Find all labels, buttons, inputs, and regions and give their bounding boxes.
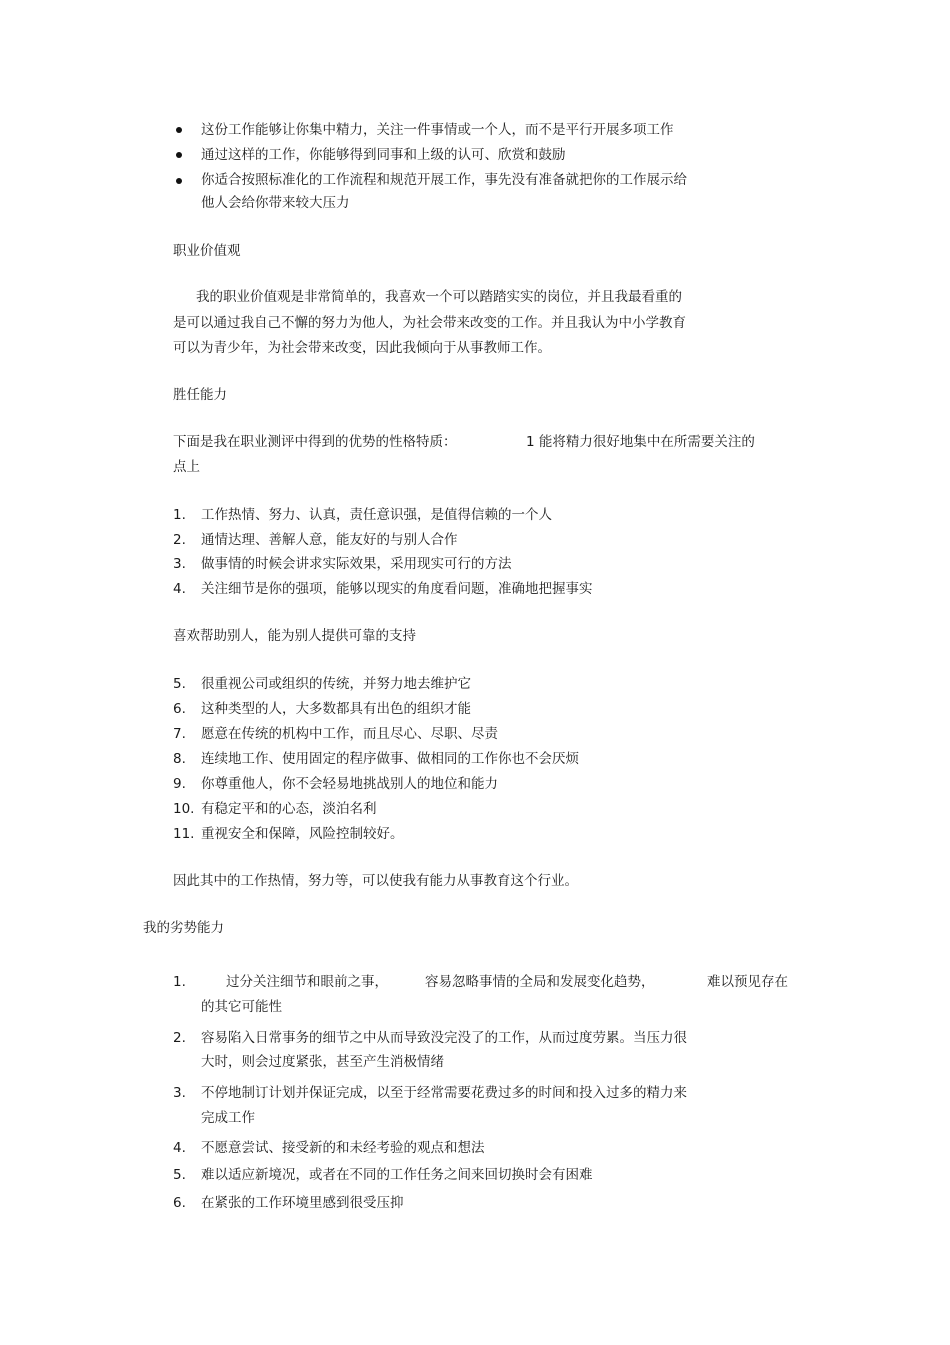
weakness-item: 不愿意尝试、接受新的和未经考验的观点和想法 — [201, 1140, 485, 1156]
list-number: 5. — [173, 676, 186, 692]
weakness-item: 难以预见存在 — [707, 974, 788, 990]
list-number: 9. — [173, 776, 186, 792]
list-number: 6. — [173, 1195, 186, 1211]
weakness-item-continuation: 大时，则会过度紧张，甚至产生消极情绪 — [201, 1054, 444, 1070]
bullet-dot — [176, 152, 182, 158]
strength-item: 有稳定平和的心态，淡泊名利 — [201, 801, 377, 817]
bullet-item-continuation: 他人会给你带来较大压力 — [201, 195, 350, 211]
list-number: 1. — [173, 507, 186, 523]
bullet-item: 通过这样的工作，你能够得到同事和上级的认可、欣赏和鼓励 — [201, 147, 566, 163]
weakness-item: 不停地制订计划并保证完成，以至于经常需要花费过多的时间和投入过多的精力来 — [201, 1085, 687, 1101]
section-heading-weaknesses: 我的劣势能力 — [143, 920, 224, 936]
weakness-item-continuation: 完成工作 — [201, 1110, 255, 1126]
strength-item: 关注细节是你的强项，能够以现实的角度看问题，准确地把握事实 — [201, 581, 593, 597]
weakness-item: 过分关注细节和眼前之事， — [226, 974, 388, 990]
weakness-item: 在紧张的工作环境里感到很受压抑 — [201, 1195, 404, 1211]
strength-item: 愿意在传统的机构中工作，而且尽心、尽职、尽责 — [201, 726, 498, 742]
weakness-item: 容易陷入日常事务的细节之中从而导致没完没了的工作，从而过度劳累。当压力很 — [201, 1030, 687, 1046]
strength-item: 做事情的时候会讲求实际效果，采用现实可行的方法 — [201, 556, 512, 572]
list-number: 3. — [173, 1085, 186, 1101]
strength-item: 连续地工作、使用固定的程序做事、做相同的工作你也不会厌烦 — [201, 751, 579, 767]
weakness-item: 难以适应新境况，或者在不同的工作任务之间来回切换时会有困难 — [201, 1167, 593, 1183]
bullet-dot — [176, 178, 182, 184]
section-heading-values: 职业价值观 — [173, 243, 241, 259]
list-number: 3. — [173, 556, 186, 572]
conclusion-text: 因此其中的工作热情，努力等，可以使我有能力从事教育这个行业。 — [173, 873, 578, 889]
competence-intro-item: 1 能将精力很好地集中在所需要关注的 — [526, 434, 755, 450]
weakness-item-continuation: 的其它可能性 — [201, 999, 282, 1015]
list-number: 8. — [173, 751, 186, 767]
list-number: 4. — [173, 581, 186, 597]
list-number: 4. — [173, 1140, 186, 1156]
strength-item: 重视安全和保障，风险控制较好。 — [201, 826, 404, 842]
weakness-item: 容易忽略事情的全局和发展变化趋势， — [425, 974, 655, 990]
values-paragraph-line: 可以为青少年，为社会带来改变，因此我倾向于从事教师工作。 — [173, 340, 551, 356]
strength-item: 很重视公司或组织的传统，并努力地去维护它 — [201, 676, 471, 692]
list-number: 11. — [173, 826, 195, 842]
list-number: 10. — [173, 801, 195, 817]
values-paragraph-line: 是可以通过我自己不懈的努力为他人，为社会带来改变的工作。并且我认为中小学教育 — [173, 315, 686, 331]
competence-intro: 下面是我在职业测评中得到的优势的性格特质： — [173, 434, 457, 450]
bullet-item: 你适合按照标准化的工作流程和规范开展工作，事先没有准备就把你的工作展示给 — [201, 172, 687, 188]
list-number: 7. — [173, 726, 186, 742]
strength-item: 你尊重他人，你不会轻易地挑战别人的地位和能力 — [201, 776, 498, 792]
list-number: 5. — [173, 1167, 186, 1183]
list-number: 2. — [173, 532, 186, 548]
values-paragraph-line: 我的职业价值观是非常简单的，我喜欢一个可以踏踏实实的岗位，并且我最看重的 — [196, 289, 682, 305]
bullet-dot — [176, 127, 182, 133]
list-number: 2. — [173, 1030, 186, 1046]
strength-item: 工作热情、努力、认真，责任意识强，是值得信赖的一个人 — [201, 507, 552, 523]
competence-intro-continuation: 点上 — [173, 459, 200, 475]
strength-item: 这种类型的人，大多数都具有出色的组织才能 — [201, 701, 471, 717]
section-heading-competence: 胜任能力 — [173, 387, 227, 403]
bullet-item: 这份工作能够让你集中精力，关注一件事情或一个人，而不是平行开展多项工作 — [201, 122, 674, 138]
help-statement: 喜欢帮助别人，能为别人提供可靠的支持 — [173, 628, 416, 644]
list-number: 1. — [173, 974, 186, 990]
list-number: 6. — [173, 701, 186, 717]
strength-item: 通情达理、善解人意，能友好的与别人合作 — [201, 532, 458, 548]
